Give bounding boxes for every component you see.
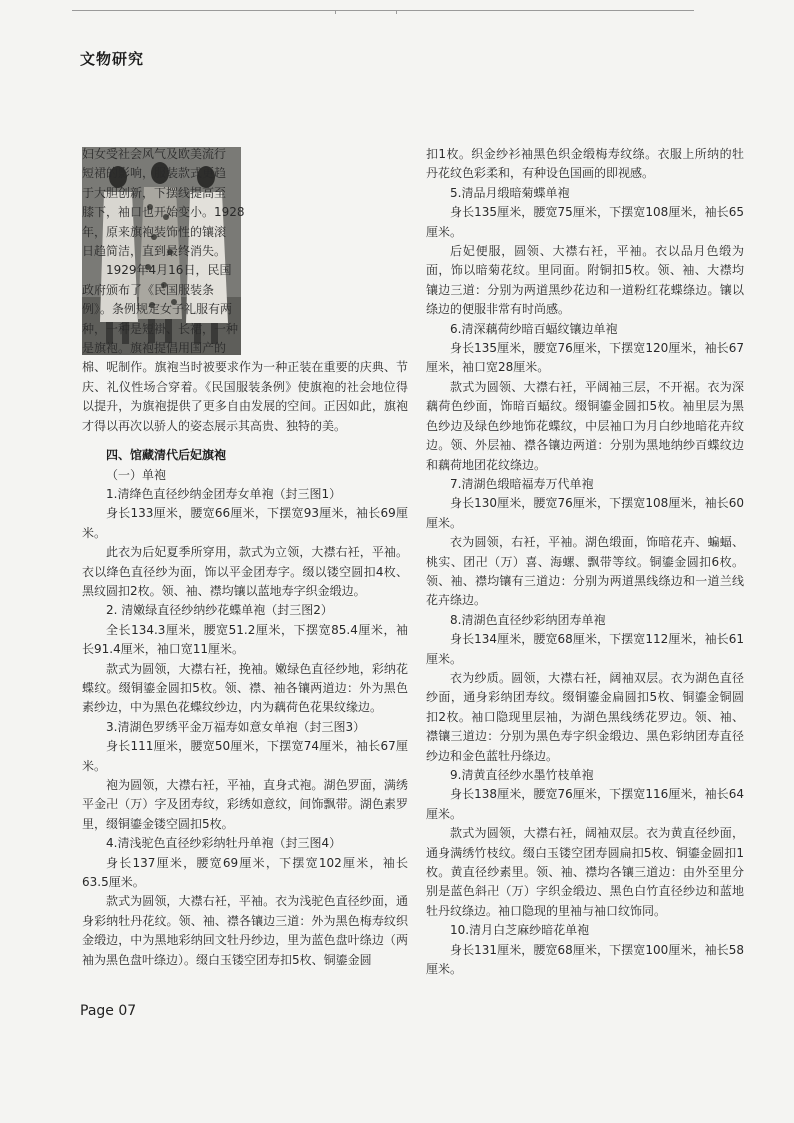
item-desc: 款式为圆领，大襟右衽，阔袖双层。衣为黄直径纱面，通身满绣竹枝纹。缀白玉镂空团寿圆扁扣5枚、铜鎏金圆扣1枚。黄直径纱素里。领、袖、襟均各镶三道边：由外至里分别是蓝色斜卍（万）字织金缎边、黑色白竹直径纱边和蓝地牡丹纹绦边。袖口隐现的里袖与袖口纹饰同。 [426, 826, 744, 918]
item-size: 身长135厘米，腰宽75厘米，下摆宽108厘米，袖长65厘米。 [426, 205, 744, 239]
subsection-heading: （一）单袍 [106, 467, 167, 482]
top-rule-mark [335, 10, 397, 14]
item-desc: 款式为圆领、大襟右衽，平阔袖三层，不开裾。衣为深藕荷色纱面，饰暗百蝠纹。缀铜鎏金圆扣5枚。袖里层为黑色纱边及绿色纱地饰花蝶纹，中层袖口为月白纱地暗花卉纹边。领、外层袖、襟各镶边两道：分别为黑地纳纱百蝶纹边和藕荷地团花纹绦边。 [426, 379, 744, 472]
item-title: 3.清湖色罗绣平金万福寿如意女单袍（封三图3） [106, 719, 366, 734]
wrap-line: 妇女受社会风气及欧美流行 [82, 147, 227, 161]
item-desc: 衣为纱质。圆领，大襟右衽，阔袖双层。衣为湖色直径纱面，通身彩纳团寿纹。缀铜鎏金扁圆扣5枚、铜鎏金铜圆扣2枚。袖口隐现里层袖，为湖色黑线绣花罗边。领、袖、襟镶三道边：分别为黑色寿字织金缎边、黑色彩纳团寿直径纱边和金色蓝牡丹绦边。 [426, 670, 744, 763]
page-number: Page 07 [80, 1003, 137, 1019]
item-size: 身长135厘米，腰宽76厘米，下摆宽120厘米，袖长67厘米，袖口宽28厘米。 [426, 341, 744, 375]
item-size: 身长137厘米，腰宽69厘米，下摆宽102厘米，袖长63.5厘米。 [82, 855, 408, 890]
section-heading: 四、馆藏清代后妃旗袍 [106, 448, 227, 463]
wrap-line: 例》。条例规定女子礼服有两 [82, 302, 233, 317]
wrap-line: 种，一种是短褂、长裙，一种 [82, 321, 239, 336]
item-desc: 衣为圆领，右衽，平袖。湖色缎面，饰暗花卉、蝙蝠、桃实、团卍（万）喜、海螺、飘带等纹。铜鎏金圆扣6枚。领、袖、襟均镶有三道边：分别为两道黑线绦边和一道兰线花卉绦边。 [426, 535, 744, 608]
wrap-line: 1929年4月16日，民国 [106, 263, 232, 278]
item-title: 8.清湖色直径纱彩纳团寿单袍 [450, 612, 606, 627]
running-header: 文物研究 [80, 50, 145, 68]
item-desc: 款式为圆领，大襟右衽，挽袖。嫩绿色直径纱地，彩纳花蝶纹。缀铜鎏金圆扣5枚。领、襟、袖各镶两道边：外为黑色素纱边，中为黑色花蝶纹纱边，内为藕荷色花果纹缘边。 [82, 661, 408, 715]
paragraph: 棉、呢制作。旗袍当时被要求作为一种正装在重要的庆典、节庆、礼仪性场合穿着。《民国服装条例》使旗袍的社会地位得以提升，为旗袍提供了更多自由发展的空间。正因如此，旗袍才得以再次以骄人的姿态展示其高贵、独特的美。 [82, 360, 408, 433]
left-column [82, 145, 408, 970]
right-column [426, 145, 744, 979]
item-desc: 袍为圆领，大襟右衽，平袖，直身式袍。湖色罗面，满绣平金卍（万）字及团寿纹，彩绣如意纹，间饰飘带。湖色素罗里，缀铜鎏金镂空圆扣5枚。 [82, 778, 408, 831]
item-size: 身长133厘米，腰宽66厘米，下摆宽93厘米，袖长69厘米。 [82, 506, 408, 540]
item-title: 1.清绛色直径纱纳金团寿女单袍（封三图1） [106, 486, 342, 501]
item-title: 4.清浅驼色直径纱彩纳牡丹单袍（封三图4） [106, 836, 342, 851]
item-desc: 款式为圆领，大襟右衽，平袖。衣为浅驼色直径纱面，通身彩纳牡丹花纹。领、袖、襟各镶边三道：外为黑色梅寿纹织金缎边，中为黑地彩纳回文牡丹纱边，里为蓝色盘叶绦边（两袖为黑色盘叶绦边）。缀白玉镂空团寿扣5枚、铜鎏金圆 [82, 894, 408, 967]
item-title: 6.清深藕荷纱暗百蝠纹镶边单袍 [450, 321, 618, 336]
item-title: 7.清湖色缎暗福寿万代单袍 [450, 476, 594, 491]
item-size: 身长130厘米，腰宽76厘米，下摆宽108厘米，袖长60厘米。 [426, 496, 744, 530]
wrap-line: 是旗袍。旗袍提倡用国产的 [82, 341, 227, 356]
wrap-line: 膝下，袖口也开始变小。1928 [82, 205, 245, 220]
item-size: 全长134.3厘米，腰宽51.2厘米，下摆宽85.4厘米，袖长91.4厘米，袖口宽11厘米。 [82, 622, 408, 657]
item-title: 5.清品月缎暗菊蝶单袍 [450, 185, 570, 200]
wrap-line: 于大胆创新，下摆线提高至 [82, 185, 227, 200]
item-desc: 后妃便服，圆领、大襟右衽，平袖。衣以品月色缎为面，饰以暗菊花纹。里同面。附铜扣5枚。领、袖、大襟均镶边三道：分别为两道黑纱花边和一道粉红花蝶绦边。镶以绦边的便服非常有时尚感。 [426, 244, 744, 317]
wrap-line: 政府颁布了《民国服装条 [82, 282, 215, 297]
wrap-line: 短裙的影响，服装款式更趋 [82, 166, 227, 181]
item-size: 身长111厘米，腰宽50厘米，下摆宽74厘米，袖长67厘米。 [82, 739, 408, 773]
item-size: 身长138厘米，腰宽76厘米，下摆宽116厘米，袖长64厘米。 [426, 787, 744, 821]
wrap-line: 年，原来旗袍装饰性的镶滚 [82, 224, 227, 239]
item-desc: 此衣为后妃夏季所穿用，款式为立领，大襟右衽，平袖。衣以绛色直径纱为面，饰以平金团寿字。缀以镂空圆扣4枚、黑纹圆扣2枚。领、袖、襟均镶以蓝地寿字织金缎边。 [82, 545, 408, 598]
item-size: 身长134厘米，腰宽68厘米，下摆宽112厘米，袖长61厘米。 [426, 632, 744, 666]
item-size: 身长131厘米，腰宽68厘米，下摆宽100厘米，袖长58厘米。 [426, 942, 744, 977]
paragraph: 扣1枚。织金纱衫袖黑色织金缎梅寿纹绦。衣服上所纳的牡丹花纹色彩柔和，有种设色国画的即视感。 [426, 147, 744, 181]
item-title: 9.清黄直径纱水墨竹枝单袍 [450, 768, 594, 782]
item-title: 2. 清嫩绿直径纱纳纱花蝶单袍（封三图2） [106, 603, 333, 618]
item-title: 10.清月白芝麻纱暗花单袍 [450, 923, 590, 938]
wrap-line: 日趋简洁，直到最终消失。 [82, 244, 227, 259]
